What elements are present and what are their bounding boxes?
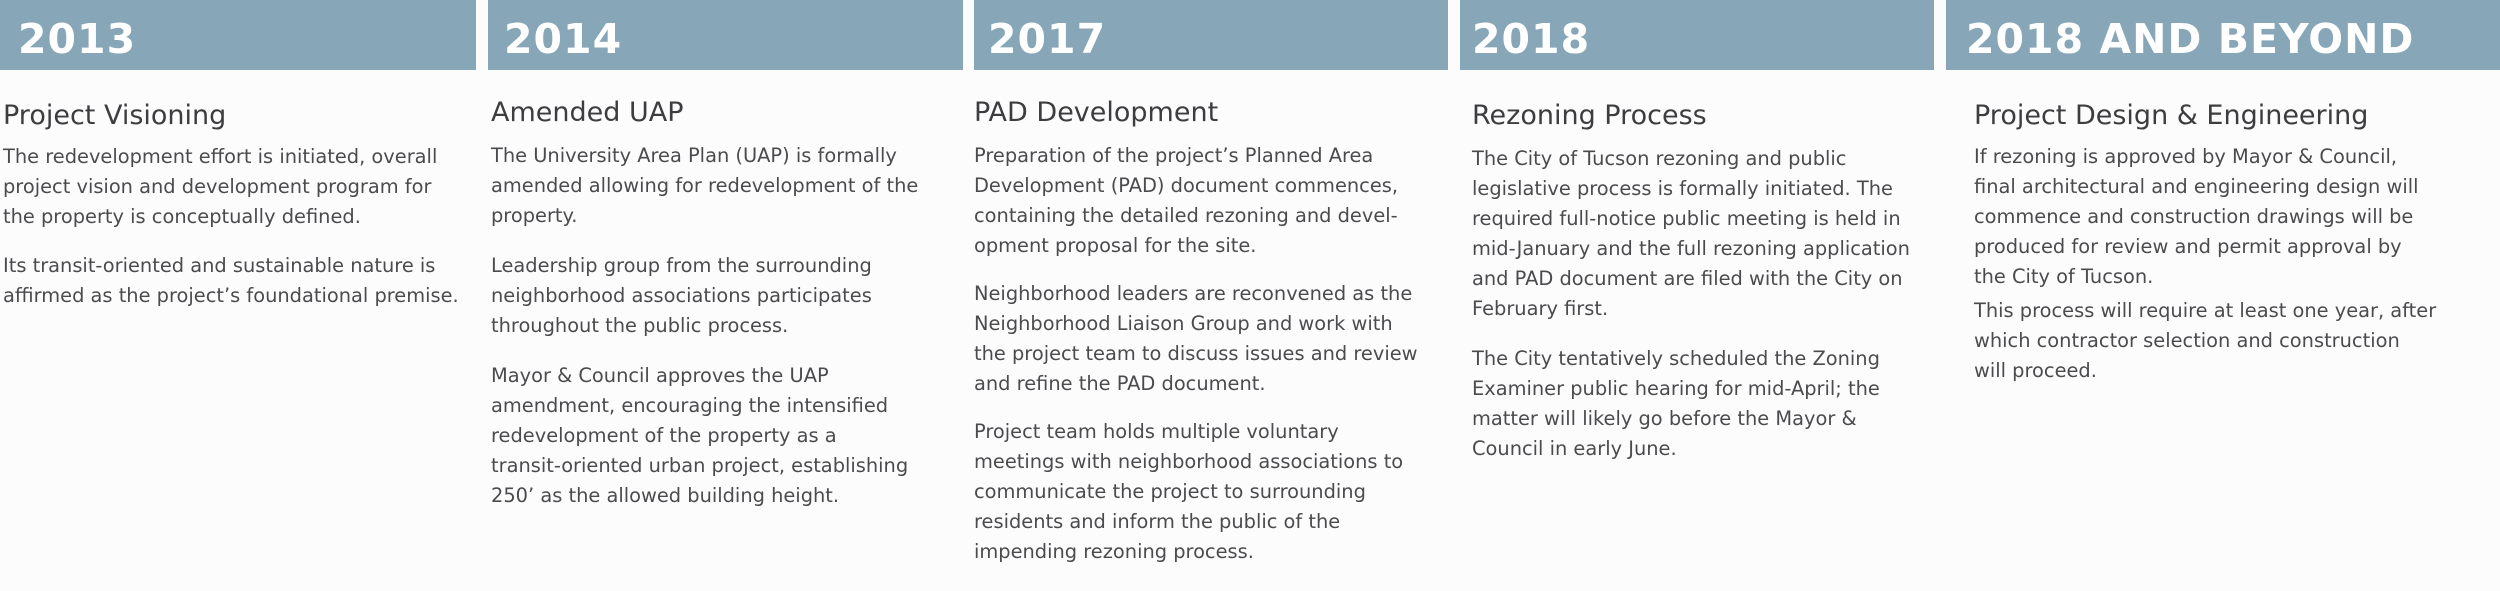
year-label: 2017 bbox=[988, 15, 1107, 63]
text-line: This process will require at least one year, after bbox=[1974, 299, 2437, 322]
text-line: legislative process is formally initiated. The bbox=[1472, 177, 1893, 200]
year-band bbox=[1460, 0, 1934, 70]
year-label: 2018 bbox=[1472, 15, 1591, 63]
year-band bbox=[1946, 0, 2500, 70]
section-body bbox=[1472, 144, 1934, 464]
paragraph bbox=[974, 279, 1448, 399]
paragraph bbox=[1974, 296, 2500, 386]
text-line: the property is conceptually defined. bbox=[3, 205, 361, 228]
section-heading: Project Visioning bbox=[3, 100, 227, 131]
text-line: The City of Tucson rezoning and public bbox=[1472, 147, 1847, 170]
text-line: Council in early June. bbox=[1472, 437, 1677, 460]
text-line: affirmed as the project’s foundational premise. bbox=[3, 284, 459, 307]
year-label: 2014 bbox=[504, 15, 623, 63]
section-heading: PAD Development bbox=[974, 97, 1219, 128]
text-line: Project team holds multiple voluntary bbox=[974, 420, 1339, 443]
text-line: The redevelopment effort is initiated, overall bbox=[3, 145, 438, 168]
text-line: and PAD document are filed with the City on bbox=[1472, 267, 1903, 290]
section-body bbox=[3, 142, 476, 311]
text-line: required full-notice public meeting is held in bbox=[1472, 207, 1901, 230]
text-line: throughout the public process. bbox=[491, 314, 789, 337]
paragraph bbox=[974, 417, 1448, 567]
text-line: matter will likely go before the Mayor & bbox=[1472, 407, 1857, 430]
text-line: property. bbox=[491, 204, 578, 227]
text-line: amended allowing for redevelopment of the bbox=[491, 174, 919, 197]
text-line: Development (PAD) document commences, bbox=[974, 174, 1399, 197]
section-body bbox=[491, 141, 963, 511]
text-line: produced for review and permit approval by bbox=[1974, 235, 2402, 258]
section-heading: Project Design & Engineering bbox=[1974, 100, 2369, 131]
text-line: communicate the project to surrounding bbox=[974, 480, 1366, 503]
text-line: the City of Tucson. bbox=[1974, 265, 2154, 288]
text-line: Mayor & Council approves the UAP bbox=[491, 364, 829, 387]
text-line: commence and construction drawings will be bbox=[1974, 205, 2414, 228]
timeline-column-2014 bbox=[488, 0, 963, 591]
text-line: containing the detailed rezoning and devel- bbox=[974, 204, 1398, 227]
text-line: which contractor selection and construction bbox=[1974, 329, 2400, 352]
section-heading: Rezoning Process bbox=[1472, 100, 1707, 131]
text-line: and refine the PAD document. bbox=[974, 372, 1266, 395]
timeline-column-2018 bbox=[1460, 0, 1934, 591]
timeline-column-2013 bbox=[0, 0, 476, 591]
text-line: amendment, encouraging the intensified bbox=[491, 394, 889, 417]
text-line: final architectural and engineering design will bbox=[1974, 175, 2419, 198]
timeline-column-2017 bbox=[974, 0, 1448, 591]
paragraph bbox=[3, 142, 476, 232]
paragraph bbox=[1472, 144, 1934, 324]
paragraph bbox=[491, 361, 963, 511]
paragraph bbox=[491, 251, 963, 341]
text-line: Neighborhood Liaison Group and work with bbox=[974, 312, 1393, 335]
text-line: The University Area Plan (UAP) is formally bbox=[491, 144, 897, 167]
year-label: 2013 bbox=[18, 15, 137, 63]
text-line: will proceed. bbox=[1974, 359, 2097, 382]
text-line: Examiner public hearing for mid-April; the bbox=[1472, 377, 1880, 400]
text-line: neighborhood associations participates bbox=[491, 284, 872, 307]
section-body bbox=[1974, 142, 2500, 386]
text-line: If rezoning is approved by Mayor & Council, bbox=[1974, 145, 2398, 168]
text-line: the project team to discuss issues and review bbox=[974, 342, 1418, 365]
text-line: mid-January and the full rezoning application bbox=[1472, 237, 1910, 260]
year-band bbox=[974, 0, 1448, 70]
text-line: meetings with neighborhood associations to bbox=[974, 450, 1404, 473]
text-line: February first. bbox=[1472, 297, 1609, 320]
text-line: project vision and development program for bbox=[3, 175, 432, 198]
text-line: residents and inform the public of the bbox=[974, 510, 1341, 533]
text-line: transit-oriented urban project, establishing bbox=[491, 454, 909, 477]
section-body bbox=[974, 141, 1448, 567]
section-heading: Amended UAP bbox=[491, 97, 684, 128]
text-line: impending rezoning process. bbox=[974, 540, 1254, 563]
year-band bbox=[488, 0, 963, 70]
timeline-column-2018-and-beyond bbox=[1946, 0, 2500, 591]
text-line: redevelopment of the property as a bbox=[491, 424, 837, 447]
text-line: opment proposal for the site. bbox=[974, 234, 1257, 257]
text-line: Neighborhood leaders are reconvened as the bbox=[974, 282, 1413, 305]
paragraph bbox=[3, 251, 476, 311]
year-band bbox=[0, 0, 476, 70]
text-line: 250’ as the allowed building height. bbox=[491, 484, 840, 507]
paragraph bbox=[974, 141, 1448, 261]
text-line: The City tentatively scheduled the Zoning bbox=[1472, 347, 1880, 370]
year-label: 2018 AND BEYOND bbox=[1966, 15, 2415, 63]
text-line: Its transit-oriented and sustainable nature is bbox=[3, 254, 436, 277]
text-line: Leadership group from the surrounding bbox=[491, 254, 872, 277]
paragraph bbox=[1974, 142, 2500, 292]
text-line: Preparation of the project’s Planned Area bbox=[974, 144, 1374, 167]
paragraph bbox=[491, 141, 963, 231]
paragraph bbox=[1472, 344, 1934, 464]
